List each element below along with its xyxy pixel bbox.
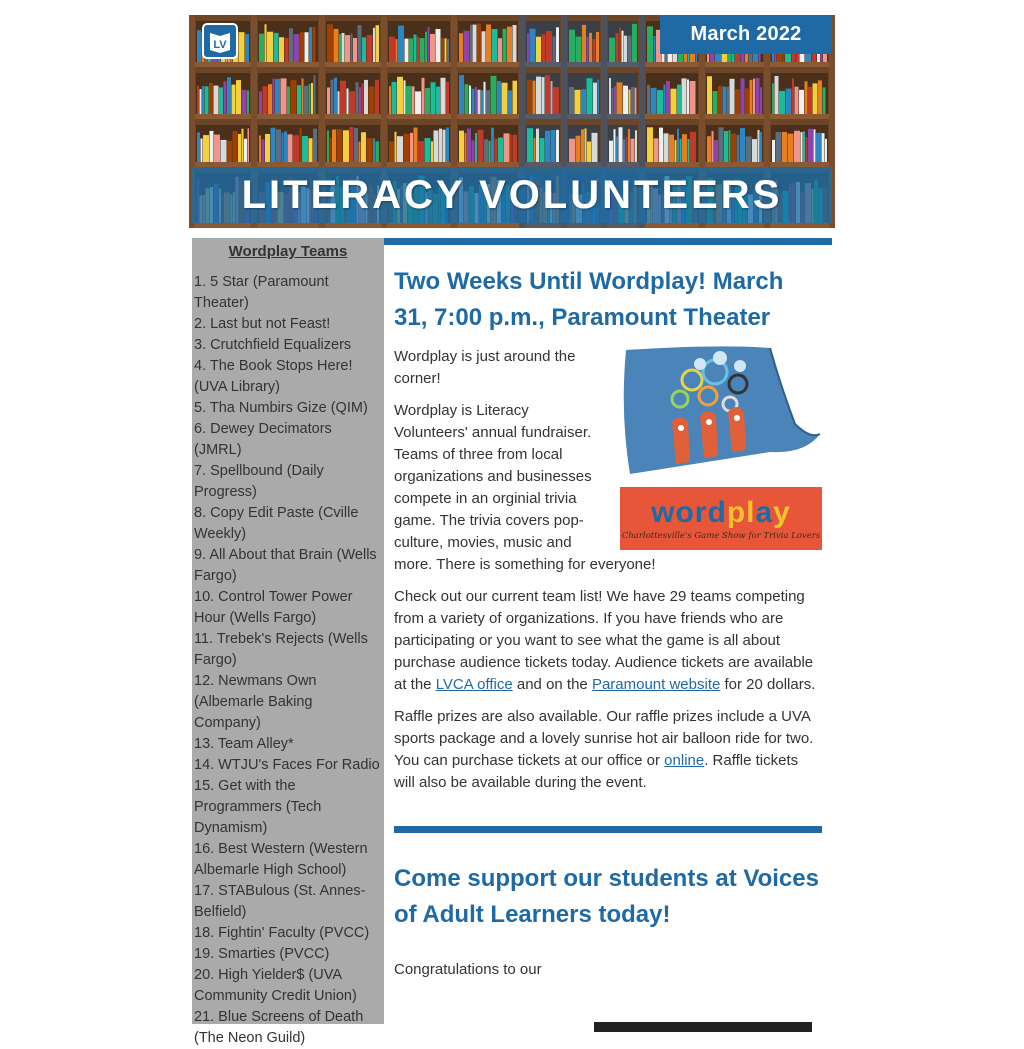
team-list-item: 9. All About that Brain (Wells Fargo) xyxy=(194,547,377,584)
team-list-item: 18. Fightin' Faculty (PVCC) xyxy=(194,925,370,941)
logo-text: LV xyxy=(213,39,227,51)
paragraph-teams-text-1: Check out our current team list! We have 29 teams competing from a variety of organizations. If you have friends who are participating or you want to see what the game is all about purchase audience tickets today. Audience tickets are available at the xyxy=(394,588,814,693)
team-list-item: 17. STABulous (St. Annes-Belfield) xyxy=(194,883,366,920)
students-photo xyxy=(594,1022,812,1032)
team-list-item: 2. Last but not Feast! xyxy=(194,316,331,332)
team-list-item: 11. Trebek's Rejects (Wells Fargo) xyxy=(194,631,368,668)
paragraph-intro: Wordplay is just around the corner! xyxy=(394,348,576,387)
paragraph-about: Wordplay is Literacy Volunteers' annual fundraiser. Teams of three from local organizations and businesses compete in an orginial trivia game. The trivia covers pop-culture, movies, music and more. There is something for everyone! xyxy=(394,402,656,573)
team-list-item: 15. Get with the Programmers (Tech Dynamism) xyxy=(194,778,322,836)
voices-headline: Come support our students at Voices of Adult Learners today! xyxy=(394,865,819,928)
top-divider xyxy=(384,238,832,245)
team-list-item: 8. Copy Edit Paste (Cville Weekly) xyxy=(194,505,359,542)
team-list-item: 3. Crutchfield Equalizers xyxy=(194,337,352,353)
wordplay-letter: d xyxy=(707,495,727,529)
paragraph-teams xyxy=(394,586,822,696)
header-banner xyxy=(192,15,832,228)
paragraph-raffle-text-1: Raffle prizes are also available. Our raffle prizes include a UVA sports package and a lovely sunrise hot air balloon ride for two. You can purchase tickets at our office or xyxy=(394,708,814,769)
team-list-item: 7. Spellbound (Daily Progress) xyxy=(194,463,324,500)
literacy-volunteers-logo-icon xyxy=(202,23,238,59)
raffle-online-link[interactable]: online xyxy=(664,752,705,769)
brain-gears-illustration-icon xyxy=(620,344,822,476)
wordplay-logo xyxy=(620,487,822,550)
team-list-item: 10. Control Tower Power Hour (Wells Fargo) xyxy=(194,589,353,626)
wordplay-logo-tagline: Charlottesville's Game Show for Trivia Lovers xyxy=(621,530,821,541)
paragraph-teams-text-3: for 20 dollars. xyxy=(720,676,816,693)
wordplay-headline: Two Weeks Until Wordplay! March 31, 7:00 p.m., Paramount Theater xyxy=(394,268,784,331)
wordplay-letter: a xyxy=(755,495,774,529)
lvca-office-link[interactable]: LVCA office xyxy=(435,676,513,693)
team-list-item: 4. The Book Stops Here! (UVA Library) xyxy=(194,358,353,395)
team-list-item: 13. Team Alley* xyxy=(194,736,294,752)
team-list-item: 12. Newmans Own (Albemarle Baking Company) xyxy=(194,673,317,731)
paramount-website-link[interactable]: Paramount website xyxy=(591,676,721,693)
masthead-title: LITERACY VOLUNTEERS xyxy=(241,172,783,217)
paragraph-raffle-text-2: . Raffle tickets will also be available during the event. xyxy=(394,752,799,791)
wordplay-logo-wordmark xyxy=(651,497,791,529)
paragraph-congratulations: Congratulations to our xyxy=(394,961,542,978)
team-list-item: 5. Tha Numbirs Gize (QIM) xyxy=(194,400,368,416)
wordplay-letter: y xyxy=(773,495,791,529)
paragraph-teams-text-2: and on the xyxy=(512,676,592,693)
sidebar-title: Wordplay Teams xyxy=(228,243,348,260)
masthead-strip xyxy=(192,167,832,223)
team-list-item: 1. 5 Star (Paramount Theater) xyxy=(194,274,329,311)
main-column xyxy=(384,238,832,1024)
team-list-item: 20. High Yielder$ (UVA Community Credit Union) xyxy=(194,967,357,1004)
team-list-item: 6. Dewey Decimators (JMRL) xyxy=(194,421,332,458)
paragraph-raffle xyxy=(394,706,822,794)
issue-date: March 2022 xyxy=(690,23,802,45)
issue-date-badge xyxy=(660,15,832,54)
wordplay-letter: l xyxy=(746,495,756,529)
team-list-item: 16. Best Western (Western Albemarle High School) xyxy=(194,841,368,878)
team-list-item: 21. Blue Screens of Death (The Neon Guild) xyxy=(194,1009,364,1046)
section-divider xyxy=(394,826,822,833)
wordplay-letter: p xyxy=(726,495,747,529)
teams-sidebar xyxy=(192,238,384,1046)
team-list xyxy=(192,272,384,1049)
team-list-item: 19. Smarties (PVCC) xyxy=(194,946,330,962)
wordplay-artwork xyxy=(620,344,822,550)
team-list-item: 14. WTJU's Faces For Radio xyxy=(194,757,380,773)
wordplay-letter: wor xyxy=(651,495,708,529)
article-content xyxy=(394,264,822,981)
